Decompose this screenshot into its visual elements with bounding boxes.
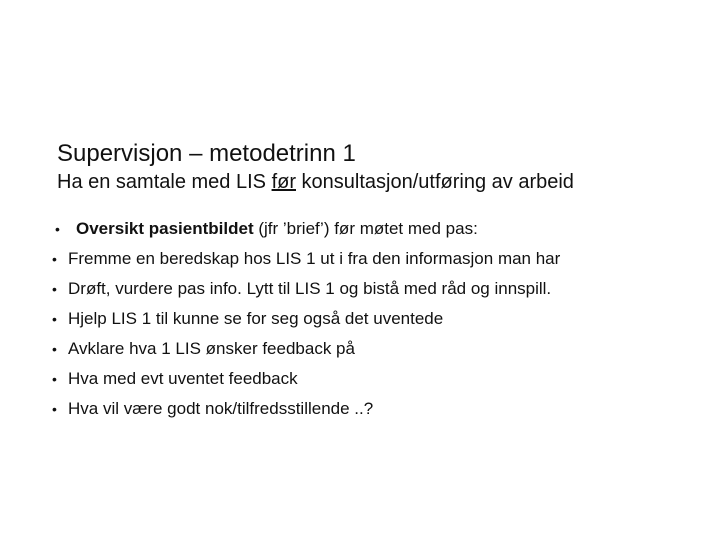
slide-subtitle: [57, 170, 707, 194]
bullet-text: Fremme en beredskap hos LIS 1 ut i fra den informasjon man har: [68, 249, 561, 268]
bullet-text: Hjelp LIS 1 til kunne se for seg også det uventede: [68, 309, 444, 328]
bullet-item: [52, 248, 712, 270]
subtitle-underlined-word: før: [271, 171, 296, 193]
bullet-item: [52, 338, 712, 360]
bullet-text: Hva med evt uventet feedback: [68, 369, 298, 388]
bullet-item: [52, 368, 712, 390]
bullet-bold-text: Oversikt pasientbildet: [76, 219, 254, 238]
bullet-regular-text: (jfr ’brief’) før møtet med pas:: [253, 219, 478, 238]
bullet-text: Hva vil være godt nok/tilfredsstillende ..?: [68, 399, 374, 418]
bullet-icon: •: [52, 371, 57, 387]
bullet-text: [68, 219, 478, 238]
bullet-icon: •: [52, 311, 57, 327]
bullet-icon: •: [55, 221, 60, 237]
subtitle-text-before: Ha en samtale med LIS: [57, 171, 272, 193]
bullet-icon: •: [52, 281, 57, 297]
bullet-icon: •: [52, 401, 57, 417]
bullet-item: [52, 278, 712, 300]
bullet-text: Drøft, vurdere pas info. Lytt til LIS 1 og bistå med råd og innspill.: [68, 279, 552, 298]
bullet-icon: •: [52, 251, 57, 267]
slide-title: Supervisjon – metodetrinn 1: [57, 140, 356, 167]
bullet-item: [52, 218, 712, 240]
bullet-list: [52, 218, 712, 428]
bullet-text: Avklare hva 1 LIS ønsker feedback på: [68, 339, 355, 358]
bullet-item: [52, 398, 712, 420]
bullet-icon: •: [52, 341, 57, 357]
bullet-item: [52, 308, 712, 330]
subtitle-text-after: konsultasjon/utføring av arbeid: [296, 171, 574, 193]
title-block: [57, 140, 707, 194]
